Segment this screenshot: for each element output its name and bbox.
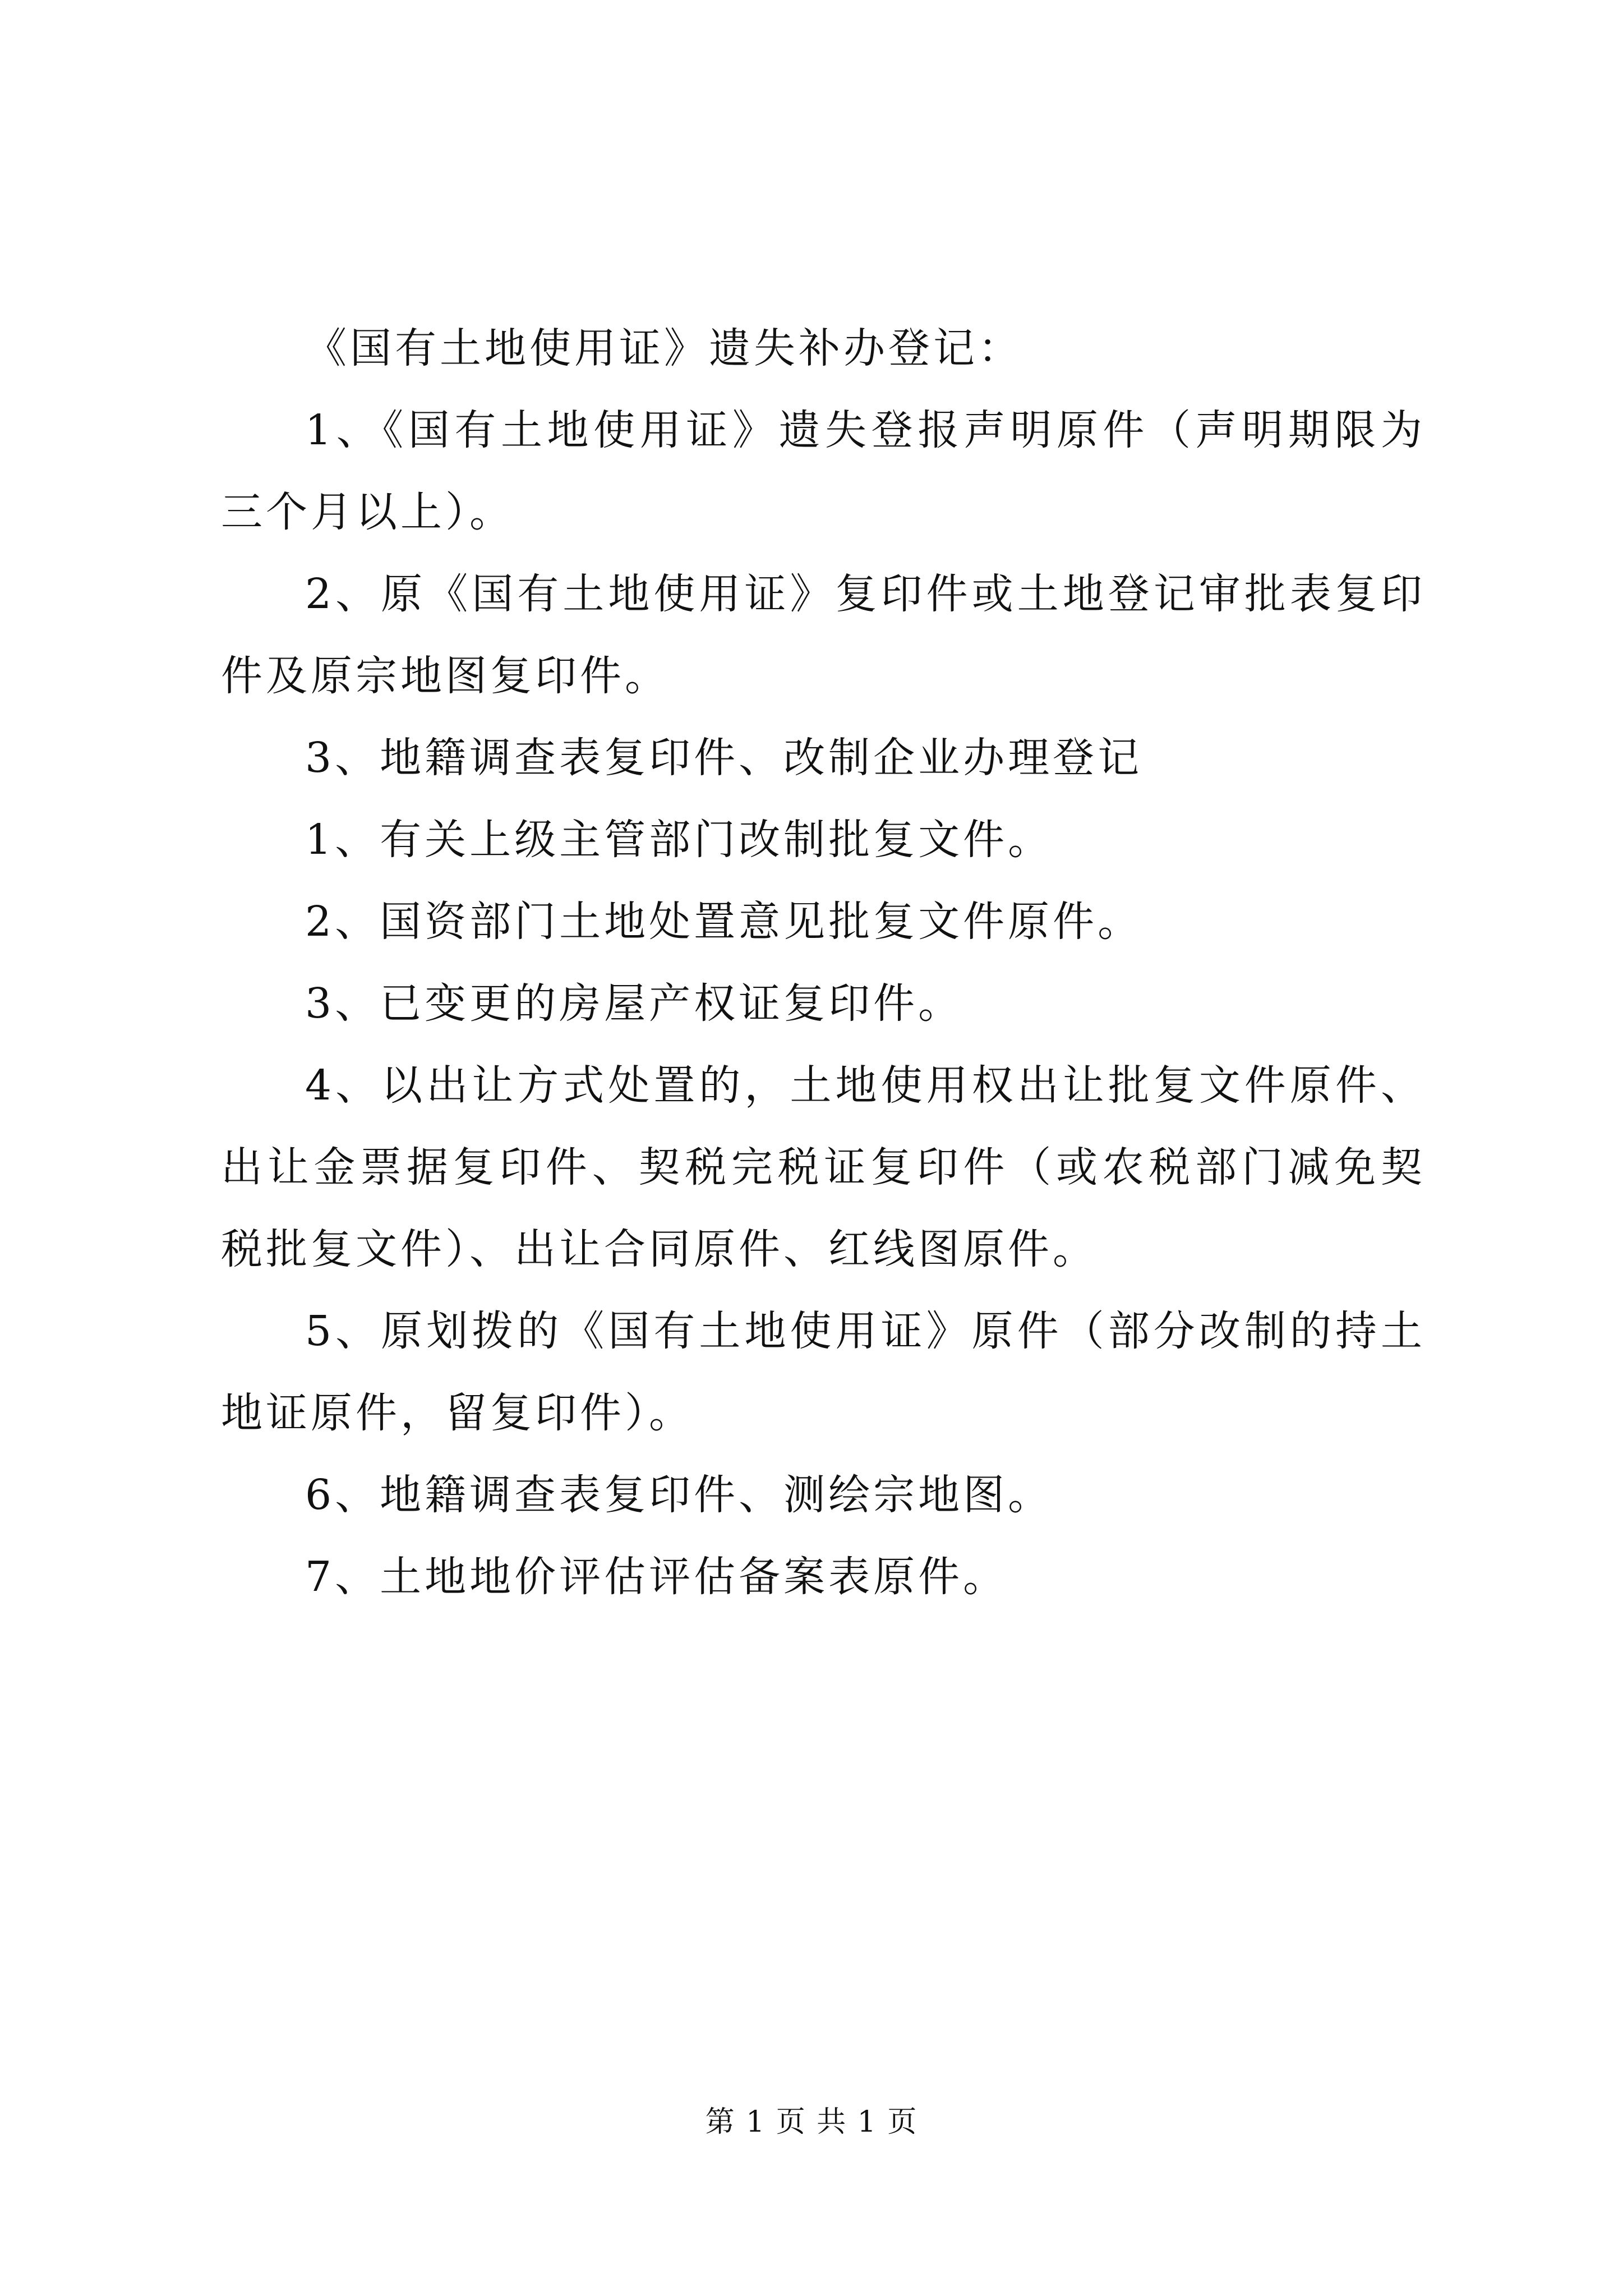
paragraph-item: 2、国资部门土地处置意见批复文件原件。 (305, 898, 1143, 946)
paragraph-item: 6、地籍调查表复印件、测绘宗地图。 (305, 1471, 1053, 1519)
paragraph-item: 2、原《国有土地使用证》复印件或土地登记审批表复印件及原宗地图复印件。 (221, 570, 1426, 700)
paragraph-item: 1、有关上级主管部门改制批复文件。 (305, 816, 1053, 864)
page-footer: 第 1 页 共 1 页 (705, 2105, 918, 2139)
paragraph-item: 3、已变更的房屋产权证复印件。 (305, 979, 963, 1028)
paragraph-item: 5、原划拨的《国有土地使用证》原件（部分改制的持土地证原件，留复印件）。 (221, 1307, 1426, 1437)
paragraph-item: 3、地籍调查表复印件、改制企业办理登记 (305, 734, 1143, 782)
paragraph-item: 4、以出让方式处置的，土地使用权出让批复文件原件、出让金票据复印件、契税完税证复印件（或农税部门减免契税批复文件）、出让合同原件、红线图原件。 (221, 1061, 1426, 1273)
paragraph-item: 1、《国有土地使用证》遗失登报声明原件（声明期限为三个月以上）。 (221, 406, 1426, 536)
paragraph-item: 7、土地地价评估评估备案表原件。 (305, 1553, 1008, 1601)
paragraph-heading: 《国有土地使用证》遗失补办登记： (305, 324, 1023, 372)
document-body (221, 307, 1426, 1618)
